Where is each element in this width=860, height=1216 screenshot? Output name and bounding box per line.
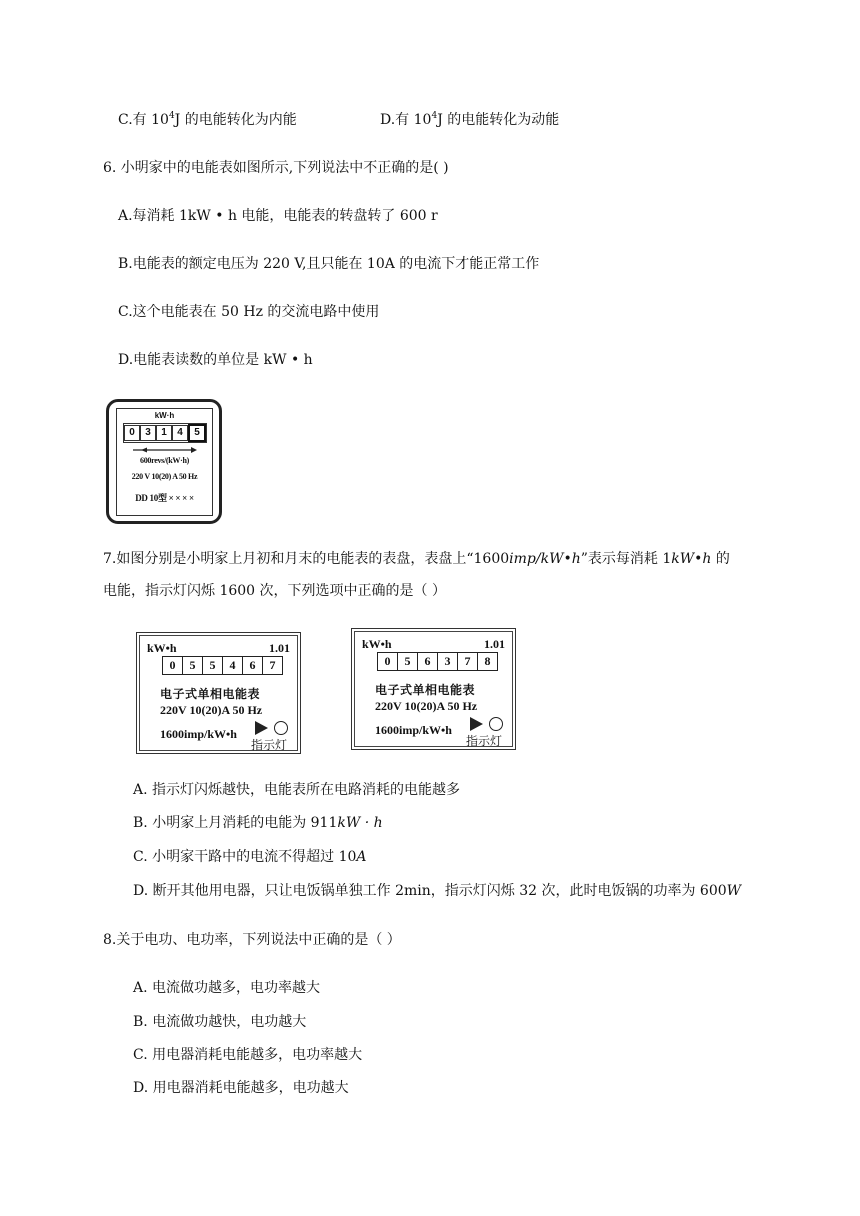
q6-option-c: C.这个电能表在 50 Hz 的交流电路中使用 bbox=[118, 304, 380, 320]
q7-stem-line1: 7.如图分别是小明家上月初和月末的电能表的表盘，表盘上“1600imp/kW•h”表示每消耗 1kW•h 的 bbox=[103, 551, 730, 567]
q8-option-c: C. 用电器消耗电能越多，电功率越大 bbox=[133, 1047, 363, 1063]
meter-digit: 1 bbox=[156, 425, 172, 441]
q6-meter-figure bbox=[103, 396, 221, 522]
q8-option-b: B. 电流做功越快，电功越大 bbox=[133, 1014, 307, 1030]
q7-option-b: B. 小明家上月消耗的电能为 911kW · h bbox=[133, 815, 383, 831]
indicator-triangle-icon bbox=[470, 717, 483, 731]
meter-reading bbox=[123, 423, 207, 443]
meter-imp: 1600imp/kW•h bbox=[160, 727, 237, 741]
meter-digit: 4 bbox=[172, 425, 188, 441]
q7-stem-line2: 电能，指示灯闪烁 1600 次，下列选项中正确的是（ ） bbox=[103, 583, 446, 599]
meter-digit: 6 bbox=[243, 657, 263, 674]
meter-version: 1.01 bbox=[269, 641, 290, 655]
meter-imp: 1600imp/kW•h bbox=[375, 723, 452, 737]
q7-option-a: A. 指示灯闪烁越快，电能表所在电路消耗的电能越多 bbox=[133, 782, 461, 798]
meter-digit: 7 bbox=[269, 658, 276, 672]
meter-digit: 3 bbox=[438, 653, 458, 670]
indicator-light-icon bbox=[489, 717, 503, 731]
meter-digit: 0 bbox=[378, 653, 398, 670]
meter-digit: 8 bbox=[484, 654, 491, 668]
q5-option-d: D.有 $10^4J$ 的电能转化为动能 bbox=[380, 111, 560, 128]
meter-name: 电子式单相电能表 bbox=[160, 687, 261, 701]
q8-stem: 8.关于电功、电功率，下列说法中正确的是（ ） bbox=[103, 932, 401, 948]
meter-revs: 600revs/(kW·h) bbox=[140, 456, 189, 465]
meter-unit: kW•h bbox=[147, 641, 177, 655]
meter-face bbox=[116, 408, 213, 516]
meter-digit: 3 bbox=[140, 425, 156, 441]
indicator-triangle-icon bbox=[255, 721, 268, 735]
meter-name: 电子式单相电能表 bbox=[375, 683, 476, 697]
meter-start-of-month bbox=[136, 632, 301, 754]
meter-version: 1.01 bbox=[484, 637, 505, 651]
meter-digit: 5 bbox=[183, 657, 203, 674]
meter-spec: 220 V 10(20) A 50 Hz bbox=[131, 472, 198, 481]
meter-frame bbox=[106, 399, 222, 524]
rotation-arrow-icon bbox=[131, 446, 197, 454]
q7-option-d: D. 断开其他用电器，只让电饭锅单独工作 2min，指示灯闪烁 32 次，此时电饭锅的功率为 600W bbox=[133, 883, 742, 899]
q6-option-b: B.电能表的额定电压为 220 V,且只能在 10A 的电流下才能正常工作 bbox=[118, 256, 540, 272]
meter-reading bbox=[162, 656, 283, 675]
meter-spec: 220V 10(20)A 50 Hz bbox=[375, 699, 478, 713]
meter-digit: 5 bbox=[188, 424, 206, 442]
indicator-label: 指示灯 bbox=[251, 738, 288, 752]
meter-end-of-month bbox=[351, 628, 516, 750]
q7-option-c: C. 小明家干路中的电流不得超过 10A bbox=[133, 849, 367, 865]
q5-option-c: C.有 $10^4J$ 的电能转化为内能 bbox=[118, 111, 297, 128]
q8-option-a: A. 电流做功越多，电功率越大 bbox=[133, 980, 321, 996]
q6-option-d: D.电能表读数的单位是 kW • h bbox=[118, 352, 313, 368]
q6-option-a: A.每消耗 1kW • h 电能，电能表的转盘转了 600 r bbox=[118, 208, 438, 224]
meter-digit: 7 bbox=[458, 653, 478, 670]
indicator-light-icon bbox=[274, 721, 288, 735]
meter-unit: kW•h bbox=[362, 637, 392, 651]
meter-reading bbox=[377, 652, 498, 671]
meter-unit: kW·h bbox=[154, 411, 175, 420]
meter-spec: 220V 10(20)A 50 Hz bbox=[160, 703, 263, 717]
meter-model: DD 10型 × × × × bbox=[135, 493, 194, 503]
meter-digit: 4 bbox=[223, 657, 243, 674]
q6-stem: 6. 小明家中的电能表如图所示,下列说法中不正确的是( ) bbox=[103, 160, 449, 176]
meter-digit: 6 bbox=[418, 653, 438, 670]
q8-option-d: D. 用电器消耗电能越多，电功越大 bbox=[133, 1080, 349, 1096]
meter-digit: 5 bbox=[398, 653, 418, 670]
indicator-label: 指示灯 bbox=[466, 734, 503, 748]
meter-digit: 0 bbox=[163, 657, 183, 674]
meter-digit: 5 bbox=[203, 657, 223, 674]
meter-digit: 0 bbox=[124, 425, 140, 441]
